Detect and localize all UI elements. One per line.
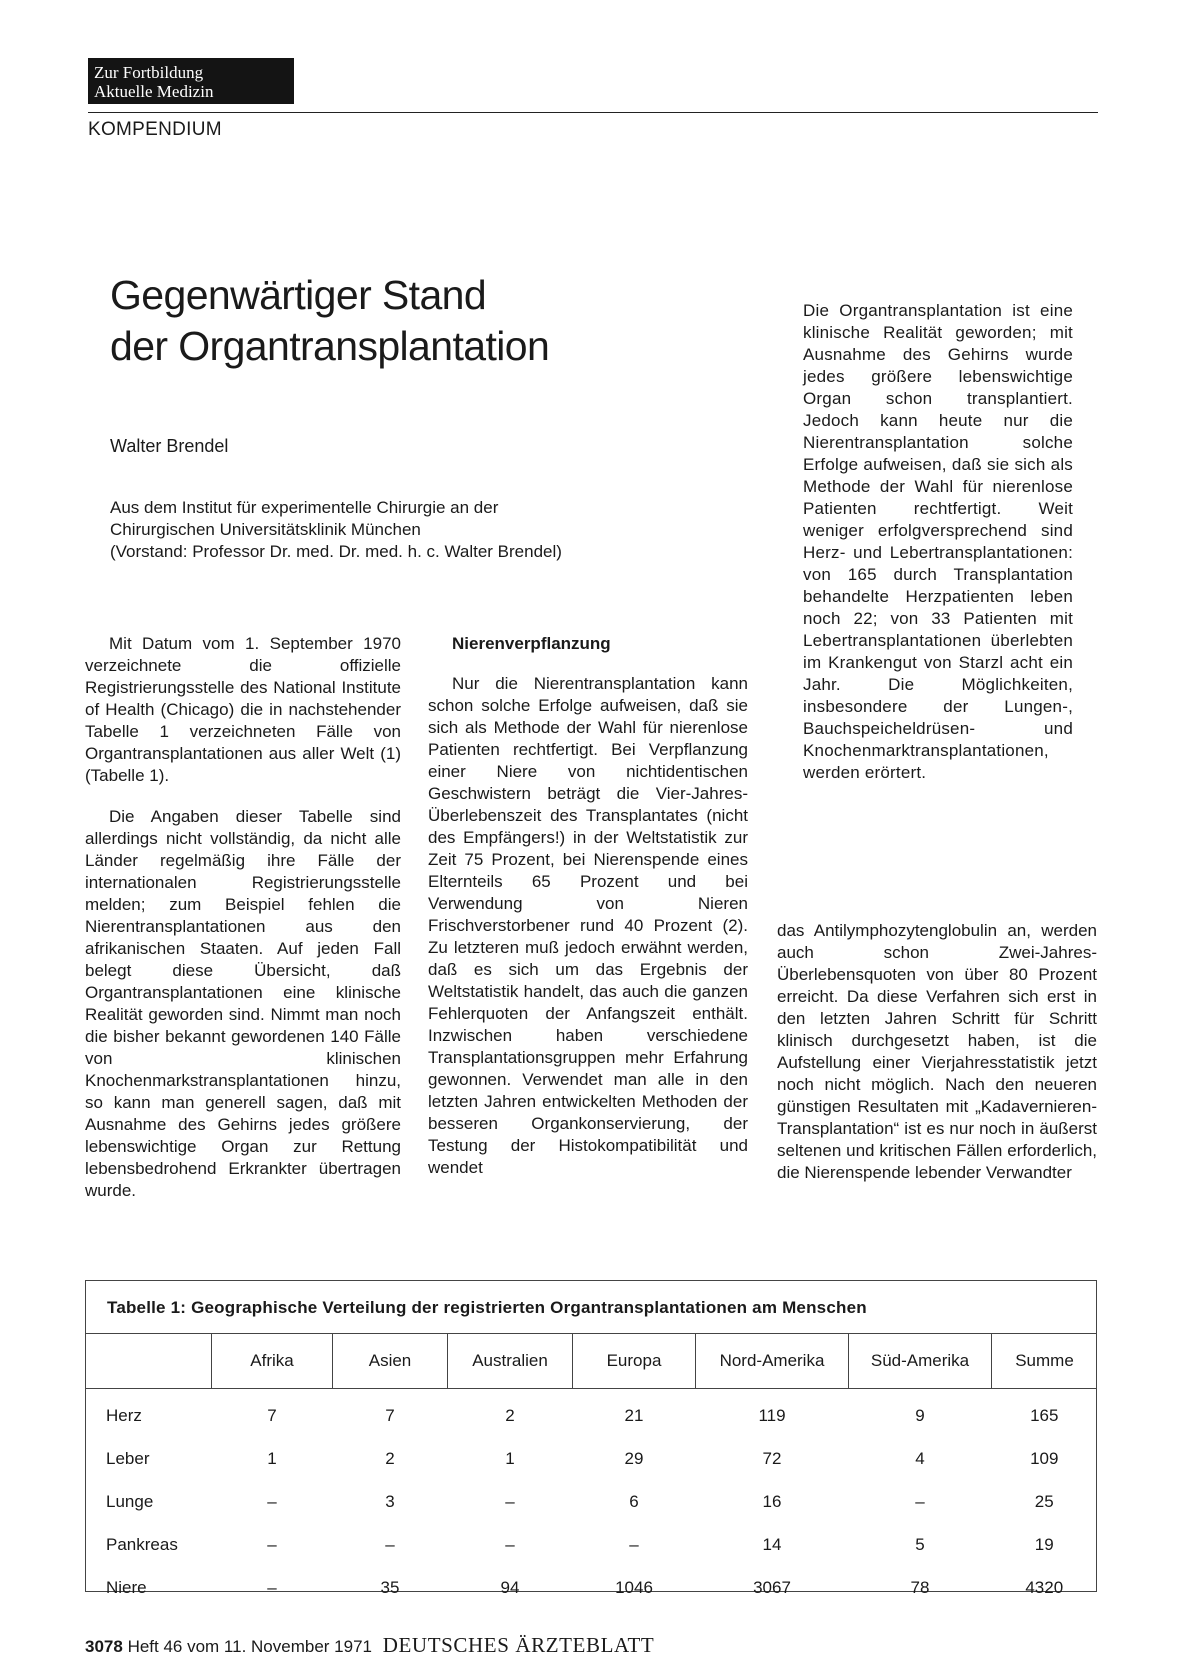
table-cell: 25: [1034, 1491, 1054, 1511]
table-cell: 7: [267, 1405, 277, 1425]
page-number: 3078: [85, 1637, 123, 1656]
title-line-2: der Organtransplantation: [110, 323, 550, 369]
text-column-2: [428, 633, 748, 1198]
row-label: Niere: [106, 1577, 147, 1597]
table-cell: 2: [505, 1405, 515, 1425]
paragraph: Mit Datum vom 1. September 1970 verzeichnete die offizielle Registrierungsstelle des National Institute of Health (Chicago) die in nachstehender Tabelle 1 verzeichneten Fälle von Organtransplantationen aus aller Welt (1) (Tabelle 1).: [85, 634, 401, 785]
table-row: [85, 1437, 1097, 1480]
article-abstract: Die Organtransplantation ist eine klinische Realität geworden; mit Ausnahme des Gehirns wurde jedes größere lebenswichtige Organ schon transplantiert. Jedoch kann heute nur die Nierentransplantation solche Erfolge aufweisen, daß sie sich als Methode der Wahl für nierenlose Patienten rechtfertigt. Weit weniger erfolgversprechend sind Herz- und Lebertransplantationen: von 165 durch Transplantation behandelte Herzpatienten leben noch 22; von 33 Patienten mit Lebertransplantationen überlebten im Krankengut von Starzl acht ein Jahr. Die Möglichkeiten, insbesondere der Lungen-, Bauchspeicheldrüsen- und Knochenmarktransplantationen, werden erörtert.: [803, 301, 1073, 782]
table-header-cell: [85, 1334, 212, 1389]
table-cell: 7: [385, 1405, 395, 1425]
table-header-cell: Süd-Amerika: [849, 1334, 992, 1389]
table-cell: –: [267, 1491, 277, 1511]
table-header-cell: Summe: [992, 1334, 1098, 1389]
paragraph: das Antilymphozytenglobulin an, werden auch schon Zwei-Jahres-Überlebensquoten von über 80 Prozent erreicht. Da diese Verfahren sich erst in den letzten Jahren Schritt für Schritt klinisch durchgesetzt haben, ist die Aufstellung einer Vierjahresstatistik jetzt noch nicht möglich. Nach den neueren günstigen Resultaten mit „Kadavernieren-Transplantation“ ist es nur noch in äußerst seltenen und kritischen Fällen erforderlich, die Nierenspende lebender Verwandter: [777, 921, 1097, 1182]
table-cell: –: [267, 1577, 277, 1597]
table-header-cell: Europa: [573, 1334, 696, 1389]
table-cell: 165: [1030, 1405, 1059, 1425]
table-header-row: [85, 1334, 1097, 1389]
row-label: Leber: [106, 1448, 150, 1468]
table-cell: 1: [505, 1448, 515, 1468]
section-heading: Nierenverpflanzung: [452, 634, 611, 653]
table-cell: –: [385, 1534, 395, 1554]
table-row: [85, 1566, 1097, 1609]
table-cell: 3: [385, 1491, 395, 1511]
table-cell: 1: [267, 1448, 277, 1468]
table-cell: 35: [380, 1577, 400, 1597]
paragraph: Die Angaben dieser Tabelle sind allerdings nicht vollständig, da nicht alle Länder regelmäßig ihre Fälle der internationalen Registrierungsstelle melden; zum Beispiel fehlen die Nierentransplantationen aus den afrikanischen Staaten. Auf jeden Fall belegt diese Übersicht, daß Organtransplantationen eine klinische Realität geworden sind. Nimmt man noch die bisher bekannt gewordenen 140 Fälle von klinischen Knochenmarkstransplantationen hinzu, so kann man generell sagen, daß mit Ausnahme des Gehirns jedes größere lebenswichtige Organ zur Rettung lebensbedrohend Erkrankter übertragen wurde.: [85, 807, 401, 1200]
table-row: [85, 1523, 1097, 1566]
table-cell: 109: [1030, 1448, 1059, 1468]
table-row: [85, 1389, 1097, 1438]
paragraph: Nur die Nierentransplantation kann schon solche Erfolge aufweisen, daß sie sich als Methode der Wahl für nierenlose Patienten rechtfertigt. Bei Verpflanzung einer Niere von nichtidentischen Geschwistern beträgt die Vier-Jahres-Überlebenszeit des Transplantates (nicht des Empfängers!) in der Weltstatistik zur Zeit 75 Prozent, bei Nierenspende eines Elternteils 65 Prozent und bei Verwendung von Nieren Frischverstorbener rund 40 Prozent (2). Zu letzteren muß jedoch erwähnt werden, daß es sich um das Ergebnis der Weltstatistik handelt, das auch die ganzen Fehlerquoten der Anfangszeit enthält. Inzwischen haben verschiedene Transplantationsgruppen mehr Erfahrung gewonnen. Verwendet man alle in den letzten Jahren entwickelten Methoden der besseren Organkonservierung, der Testung der Histokompatibilität und wendet: [428, 674, 748, 1177]
article-title: [110, 270, 549, 372]
table-row: [85, 1480, 1097, 1523]
affiliation: [110, 497, 562, 563]
table-header-cell: Nord-Amerika: [696, 1334, 849, 1389]
table-cell: 29: [624, 1448, 644, 1468]
table-cell: 4320: [1025, 1577, 1064, 1597]
table-cell: 119: [758, 1405, 786, 1425]
magazine-name: DEUTSCHES ÄRZTEBLATT: [382, 1633, 655, 1657]
table-cell: 78: [910, 1577, 930, 1597]
table-cell: 19: [1034, 1534, 1054, 1554]
affiliation-line-1: Aus dem Institut für experimentelle Chirurgie an der: [110, 498, 499, 517]
table-cell: 21: [624, 1405, 644, 1425]
text-column-1: [85, 633, 401, 1221]
author-name: Walter Brendel: [110, 436, 229, 456]
table-cell: 94: [500, 1577, 520, 1597]
table-header-cell: Australien: [448, 1334, 573, 1389]
affiliation-line-3: (Vorstand: Professor Dr. med. Dr. med. h. c. Walter Brendel): [110, 542, 562, 561]
table-cell: –: [267, 1534, 277, 1554]
badge-line-2: Aktuelle Medizin: [94, 82, 214, 101]
table-cell: 6: [629, 1491, 639, 1511]
table-cell: –: [915, 1491, 925, 1511]
row-label: Herz: [106, 1405, 142, 1425]
table-cell: –: [505, 1534, 515, 1554]
header-rule: [88, 112, 1098, 113]
table-cell: 9: [915, 1405, 925, 1425]
table-header-cell: Afrika: [212, 1334, 333, 1389]
row-label: Lunge: [106, 1491, 154, 1511]
table-cell: 3067: [753, 1577, 791, 1597]
table-title: Tabelle 1: Geographische Verteilung der registrierten Organtransplantationen am Menschen: [107, 1298, 867, 1317]
text-column-3: [777, 920, 1097, 1203]
issue-info: Heft 46 vom 11. November 1971: [127, 1637, 372, 1656]
data-table: [85, 1333, 1097, 1609]
section-badge: [88, 58, 294, 104]
page-footer: [85, 1633, 654, 1658]
table-header-cell: Asien: [333, 1334, 448, 1389]
table-cell: 16: [762, 1491, 782, 1511]
table-cell: 4: [915, 1448, 925, 1468]
row-label: Pankreas: [106, 1534, 178, 1554]
badge-line-1: Zur Fortbildung: [94, 63, 204, 82]
title-line-1: Gegenwärtiger Stand: [110, 272, 487, 318]
table-cell: 2: [385, 1448, 395, 1468]
table-cell: 5: [915, 1534, 925, 1554]
affiliation-line-2: Chirurgischen Universitätsklinik München: [110, 520, 421, 539]
section-kicker: KOMPENDIUM: [88, 119, 222, 140]
table-cell: 14: [762, 1534, 782, 1554]
table-cell: –: [629, 1534, 639, 1554]
table-cell: 1046: [615, 1577, 653, 1597]
table-cell: –: [505, 1491, 515, 1511]
table-cell: 72: [762, 1448, 782, 1468]
